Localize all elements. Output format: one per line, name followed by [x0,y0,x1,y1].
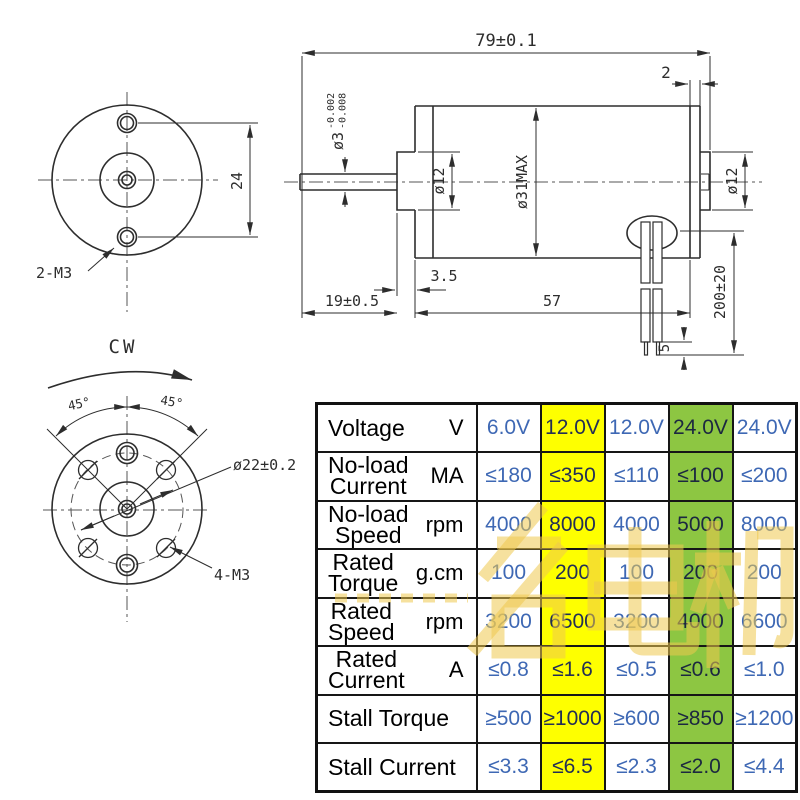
dim-total-length: 79±0.1 [475,31,537,51]
row-label: Rated Speed rpm [317,598,477,647]
dim-wire-strip: 5 [657,343,673,353]
spec-cell: ≤110 [605,452,669,501]
spec-cell-highlight-green: ≥850 [669,695,733,744]
spec-cell: 6.0V [477,404,541,453]
dim-body-length: 57 [542,292,562,310]
spec-cell: 100 [605,549,669,598]
side-view [300,106,710,355]
row-label: No-load Current MA [317,452,477,501]
spec-cell-highlight-yellow: ≤350 [541,452,605,501]
spec-cell: 6600 [733,598,797,647]
spec-cell: 4000 [605,501,669,550]
dim-body-dia: ø31MAX [513,154,531,210]
table-row-rated-speed [317,598,797,647]
dim-boss-length: 3.5 [430,267,458,285]
dim-rear-cap: 2 [661,63,671,82]
spec-cell-highlight-yellow: ≤1.6 [541,646,605,695]
spec-cell: ≤200 [733,452,797,501]
label-front-holes: 2-M3 [36,264,73,282]
spec-cell: 24.0V [733,404,797,453]
table-row-rated-torque [317,549,797,598]
spec-cell: ≤0.8 [477,646,541,695]
spec-cell: ≤4.4 [733,743,797,792]
dim-hole-spacing: 24 [228,171,246,191]
row-label: Rated Torque g.cm [317,549,477,598]
spec-cell-highlight-green: 4000 [669,598,733,647]
label-rotation-holes: 4-M3 [214,566,251,584]
spec-table [315,402,798,793]
terminal-grommet [627,216,677,250]
table-row-voltage [317,404,797,453]
spec-cell-highlight-green: ≤0.6 [669,646,733,695]
spec-cell: 3200 [477,598,541,647]
spec-cell: ≥1200 [733,695,797,744]
spec-cell: ≥600 [605,695,669,744]
svg-text:ø3: ø3 [329,131,347,150]
spec-cell-highlight-green: ≤100 [669,452,733,501]
spec-cell: 3200 [605,598,669,647]
spec-cell-highlight-yellow: 6500 [541,598,605,647]
spec-cell-highlight-green: 200 [669,549,733,598]
table-row-noload-speed [317,501,797,550]
spec-cell: ≤180 [477,452,541,501]
dim-front-boss-dia: ø12 [430,167,448,195]
svg-text:-0.002: -0.002 [326,92,337,129]
dim-angle-left: 45° [66,393,92,414]
spec-cell: ≤1.0 [733,646,797,695]
spec-cell-highlight-green: ≤2.0 [669,743,733,792]
row-label: Rated Current A [317,646,477,695]
table-row-rated-current [317,646,797,695]
spec-cell: ≤3.3 [477,743,541,792]
spec-cell-highlight-yellow: ≤6.5 [541,743,605,792]
spec-cell-highlight-yellow: ≥1000 [541,695,605,744]
dim-front-length: 19±0.5 [324,292,380,310]
spec-cell-highlight-green: 24.0V [669,404,733,453]
label-rotation: CW [108,336,138,358]
dim-shaft-dia [326,93,349,150]
spec-cell-highlight-green: 5000 [669,501,733,550]
spec-cell: 4000 [477,501,541,550]
spec-cell: ≤0.5 [605,646,669,695]
dim-wire-length: 200±20 [711,264,729,320]
spec-cell: 100 [477,549,541,598]
spec-cell: ≥500 [477,695,541,744]
dim-rear-boss-dia: ø12 [723,167,741,195]
cw-rotation-arrow [48,372,192,388]
table-row-stall-torque [317,695,797,744]
row-label: Stall Torque [317,695,477,744]
row-label: Voltage V [317,404,477,453]
spec-cell-highlight-yellow: 12.0V [541,404,605,453]
table-row-noload-current [317,452,797,501]
row-label: Stall Current [317,743,477,792]
row-label: No-load Speed rpm [317,501,477,550]
svg-text:-0.008: -0.008 [337,92,349,129]
spec-cell: 200 [733,549,797,598]
spec-cell: 8000 [733,501,797,550]
spec-cell: ≤2.3 [605,743,669,792]
spec-cell: 12.0V [605,404,669,453]
spec-cell-highlight-yellow: 200 [541,549,605,598]
dim-bolt-circle: ø22±0.2 [233,456,297,474]
spec-cell-highlight-yellow: 8000 [541,501,605,550]
table-row-stall-current [317,743,797,792]
dim-angle-right: 45° [159,392,185,411]
